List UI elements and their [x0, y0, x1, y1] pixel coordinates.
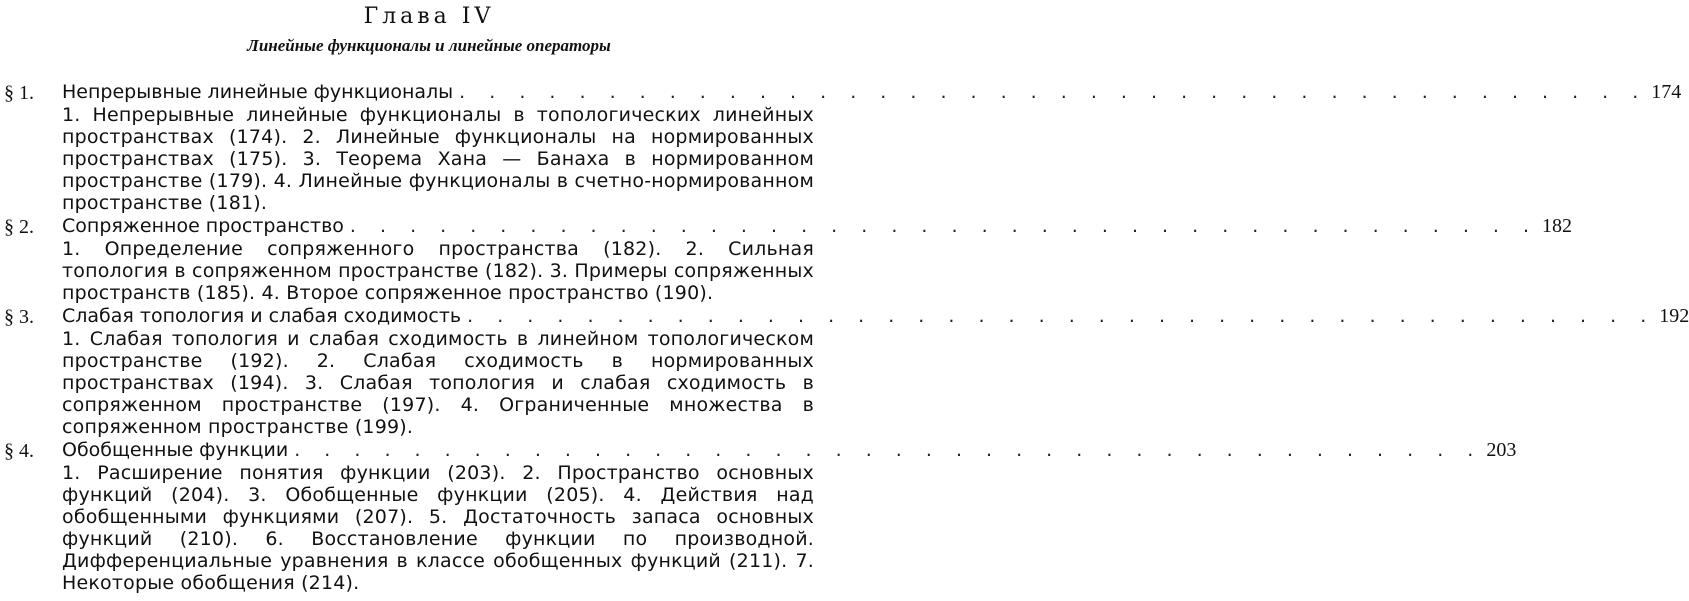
section-number: § 1. [4, 82, 34, 104]
section-heading [4, 304, 1689, 328]
section-number: § 4. [4, 440, 34, 462]
toc-section-4 [4, 438, 1517, 594]
toc-section-3 [4, 304, 1689, 438]
section-title: Обобщенные функции [62, 439, 289, 461]
section-contents: 1. Определение сопряженного пространства (182). 2. Сильная топология в сопряженном пространстве (182). 3. Примеры сопряженных пространств (185). 4. Второе сопряженное пространство (190). [62, 238, 814, 304]
section-title: Непрерывные линейные функционалы [62, 81, 454, 103]
section-page-number: 192 [1659, 305, 1689, 327]
section-heading [4, 438, 1517, 462]
section-contents: 1. Непрерывные линейные функционалы в топологических линейных пространствах (174). 2. Линейные функционалы на нормированных пространствах (175). 3. Теорема Хана — Банаха в нормированном пространстве (179). 4. Линейные функционалы в счетно-нормированном пространстве (181). [62, 104, 814, 214]
section-heading [4, 214, 1573, 238]
section-contents: 1. Слабая топология и слабая сходимость в линейном топологическом пространстве (192). 2. Слабая сходимость в нормированных пространствах (194). 3. Слабая топология и слабая сходимость в сопряженном пространстве (197). 4. Ограниченные множества в сопряженном пространстве (199). [62, 328, 814, 438]
section-page-number: 174 [1651, 81, 1682, 103]
section-title: Сопряженное пространство [62, 215, 344, 237]
chapter-label: Глава IV [363, 4, 495, 29]
table-of-contents [4, 80, 1689, 594]
dot-leader: . . . . . . . . . . . . . . . . . . . . . . . . . . . . . . . . . . . . . . . . [467, 305, 1656, 327]
section-heading [4, 80, 1682, 104]
dot-leader: . . . . . . . . . . . . . . . . . . . . . . . . . . . . . . . . . . . . . . . . [459, 81, 1648, 103]
toc-section-2 [4, 214, 1573, 304]
section-number: § 3. [4, 306, 34, 328]
section-page-number: 182 [1542, 215, 1573, 237]
toc-section-1 [4, 80, 1682, 214]
section-number: § 2. [4, 216, 34, 238]
dot-leader: . . . . . . . . . . . . . . . . . . . . . . . . . . . . . . . . . . . . . . . . [294, 439, 1483, 461]
dot-leader: . . . . . . . . . . . . . . . . . . . . . . . . . . . . . . . . . . . . . . . . [349, 215, 1539, 237]
section-title: Слабая топология и слабая сходимость [62, 305, 462, 327]
chapter-title: Линейные функционалы и линейные операторы [247, 36, 611, 55]
section-page-number: 203 [1486, 439, 1517, 461]
section-contents: 1. Расширение понятия функции (203). 2. Пространство основных функций (204). 3. Обобщенные функции (205). 4. Действия над обобщенными функциями (207). 5. Достаточность запаса основных функций (210). 6. Восстановление функции по производной. Дифференциальные уравнения в классе обобщенных функций (211). 7. Некоторые обобщения (214). [62, 462, 814, 594]
